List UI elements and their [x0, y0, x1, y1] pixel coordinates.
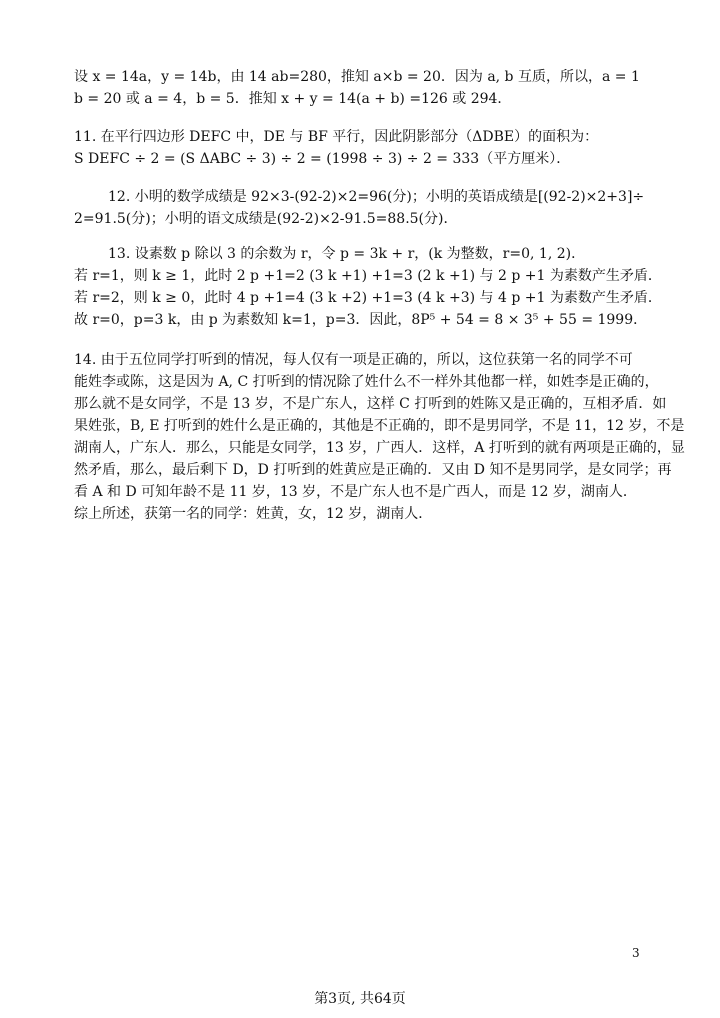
text-line-15: 湖南人，广东人．那么，只能是女同学，13 岁，广西人．这样，A 打听到的就有两项是正确的，显 [74, 440, 685, 456]
text-line-5: 12. 小明的数学成绩是 92×3-(92-2)×2=96(分)；小明的英语成绩是[(92-2)×2+3]÷ [108, 189, 645, 205]
text-line-17: 看 A 和 D 可知年龄不是 11 岁，13 岁，不是广东人也不是广西人，而是 12 岁，湖南人． [74, 484, 637, 500]
page-number: 3 [632, 946, 640, 960]
text-line-6: 2=91.5(分)；小明的语文成绩是(92-2)×2-91.5=88.5(分)． [74, 211, 458, 227]
text-line-12: 能姓李或陈，这是因为 A, C 打听到的情况除了姓什么不一样外其他都一样，如姓李是正确的， [74, 374, 659, 390]
text-line-18: 综上所述，获第一名的同学：姓黄，女，12 岁，湖南人． [74, 506, 433, 522]
text-line-1: 设 x = 14a，y = 14b，由 14 ab=280，推知 a×b = 20．因为 a, b 互质，所以，a = 1 [74, 69, 640, 85]
text-line-4: S DEFC ÷ 2 = (S ΔABC ÷ 3) ÷ 2 = (1998 ÷ 3) ÷ 2 = 333（平方厘米）． [74, 151, 571, 167]
text-line-9: 若 r=2，则 k ≥ 0，此时 4 p +1=4 (3 k +2) +1=3 (4 k +3) 与 4 p +1 为素数产生矛盾． [74, 290, 662, 306]
text-line-3: 11. 在平行四边形 DEFC 中，DE 与 BF 平行，因此阴影部分（ΔDBE）的面积为： [74, 129, 599, 145]
text-line-11: 14. 由于五位同学打听到的情况，每人仅有一项是正确的，所以，这位获第一名的同学不可 [74, 352, 633, 368]
text-line-7: 13. 设素数 p 除以 3 的余数为 r，令 p = 3k + r，(k 为整数，r=0, 1, 2)． [108, 246, 586, 262]
text-line-16: 然矛盾，那么，最后剩下 D，D 打听到的姓黄应是正确的．又由 D 知不是男同学，是女同学；再 [74, 462, 672, 478]
text-line-14: 果姓张，B, E 打听到的姓什么是正确的，其他是不正确的，即不是男同学，不是 11，12 岁，不是 [74, 418, 685, 434]
text-line-10: 故 r=0，p=3 k，由 p 为素数知 k=1，p=3．因此，8P⁵ + 54 = 8 × 3⁵ + 55 = 1999． [74, 312, 648, 328]
text-line-8: 若 r=1，则 k ≥ 1，此时 2 p +1=2 (3 k +1) +1=3 (2 k +1) 与 2 p +1 为素数产生矛盾． [74, 268, 662, 284]
footer-page-indicator: 第3页, 共64页 [314, 991, 406, 1007]
text-line-2: b = 20 或 a = 4，b = 5．推知 x + y = 14(a + b) =126 或 294． [74, 91, 512, 107]
text-line-13: 那么就不是女同学，不是 13 岁，不是广东人，这样 C 打听到的姓陈又是正确的，互相矛盾．如 [74, 396, 667, 412]
